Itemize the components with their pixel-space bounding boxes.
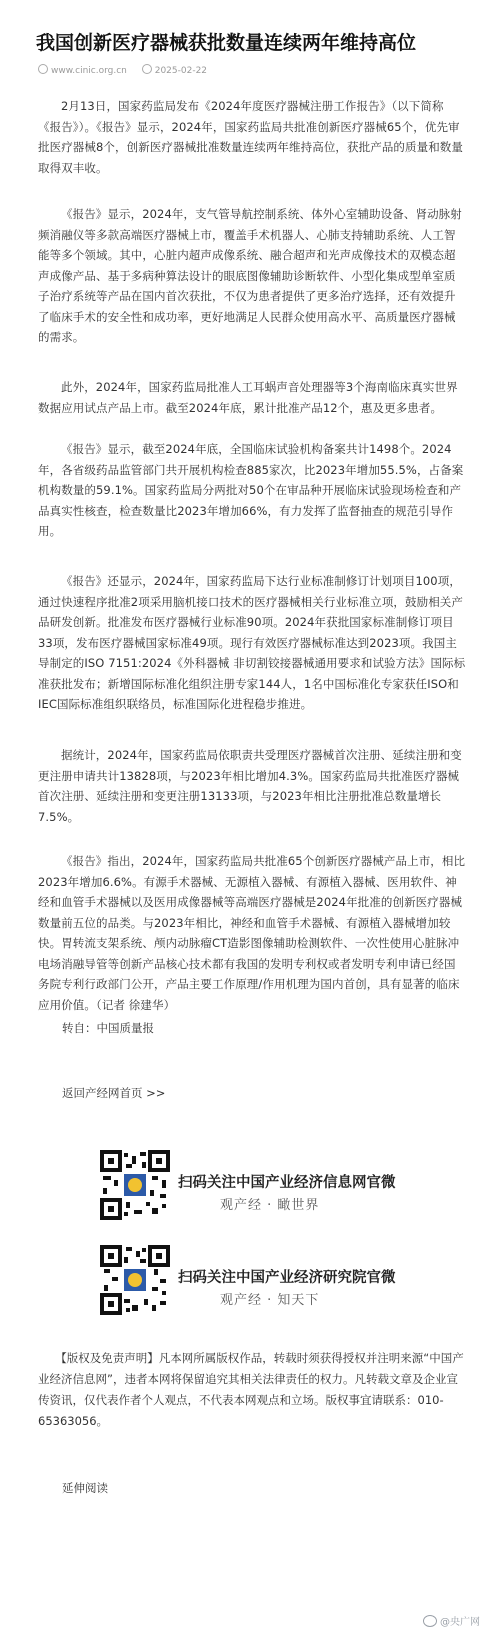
clock-icon [142,64,152,74]
globe-icon [38,64,48,74]
paragraph: 此外，2024年，国家药监局批准人工耳蜗声音处理器等3个海南临床真实世界数据应用试点产品上市。截至2024年底，累计批准产品12个，惠及更多患者。 [38,380,458,415]
article-title: 我国创新医疗器械获批数量连续两年维持高位 [36,32,417,54]
paragraph: 《报告》显示，2024年，支气管导航控制系统、体外心室辅助设备、肾动脉射频消融仪等多款高端医疗器械上市，覆盖手术机器人、心肺支持辅助系统、人工智能等多个领域。其中，心脏内超声成像系统、融合超声和光声成像技术的双模态超声成像产品、基于多病种算法设计的眼底图像辅助诊断软件、小型化集成型单室质子治疗系统等产品在国内首次获批，不仅为患者提供了更多治疗选择，还有效提升了临床手术的安全性和成功率，更好地满足人民群众使用高水平、高质量医疗器械的需求。 [38,207,462,344]
qr-promo-subtitle: 观产经 · 知天下 [220,1293,320,1308]
article-meta [38,64,219,76]
qr-promo-title: 扫码关注中国产业经济研究院官微 [178,1270,396,1286]
paragraph: 2月13日，国家药监局发布《2024年度医疗器械注册工作报告》（以下简称《报告》）。《报告》显示，2024年，国家药监局共批准创新医疗器械65个，优先审批医疗器械8个，创新医疗器械批准数量连续两年维持高位，获批产品的质量和数量取得双丰收。 [38,99,464,175]
qr-promo-2 [100,1245,430,1335]
paragraph: 《报告》指出，2024年，国家药监局共批准65个创新医疗器械产品上市，相比2023年增加6.6%。有源手术器械、无源植入器械、有源植入器械、医用软件、神经和血管手术器械以及医用成像器械等高端医疗器械是2024年批准的创新医疗器械数量前五位的品类。与2023年相比，神经和血管手术器械、有源植入器械增加较快。胃转流支架系统、颅内动脉瘤CT造影图像辅助检测软件、一次性使用心脏脉冲电场消融导管等创新产品核心技术都有我国的发明专利权或者发明专利申请已经国务院专利行政部门公开，产品主要工作原理/作用机理为国内首创，具有显著的临床应用价值。（记者 徐建华） [38,854,466,1012]
qr-code-icon [100,1245,170,1315]
weibo-icon [423,1615,437,1627]
paragraph: 《报告》还显示，2024年，国家药监局下达行业标准制修订计划项目100项，通过快速程序批准2项采用脑机接口技术的医疗器械相关行业标准立项，鼓励相关产品研发创新。批准发布医疗器械行业标准90项。2024年获批国家标准制修订项目33项，发布医疗器械国家标准49项。现行有效医疗器械标准达到2023项。我国主导制定的ISO 7151:2024《外科器械 非切割铰接器械通用要求和试验方法》国际标准获批发布；新增国际标准化组织注册专家144人，1名中国标准化专家获任ISO和IEC国际标准组织联络员，标准国际化进程稳步推进。 [38,574,466,711]
qr-promo-subtitle: 观产经 · 瞰世界 [220,1198,320,1213]
watermark-text: @央广网 [440,1617,480,1628]
extended-reading-heading: 延伸阅读 [62,1481,108,1495]
paragraph: 《报告》显示，截至2024年底，全国临床试验机构备案共计1498个。2024年，各省级药品监管部门共开展机构检查885家次，比2023年增加55.5%，占备案机构数量的59.1%。国家药监局分两批对50个在审品种开展临床试验现场检查和产品真实性核查，检查数量比2023年增加66%，有力发挥了监督抽查的规范引导作用。 [38,442,464,538]
publish-date: 2025-02-22 [142,66,207,76]
back-home-link[interactable]: 返回产经网首页 >> [62,1086,166,1100]
source-link[interactable]: www.cinic.org.cn [38,66,127,76]
paragraph: 据统计，2024年，国家药监局依职责共受理医疗器械首次注册、延续注册和变更注册申请共计13828项，与2023年相比增加4.3%。国家药监局共批准医疗器械首次注册、延续注册和变更注册13133项，与2023年相比注册批准总数量增长7.5%。 [38,748,462,824]
reprint-source: 转自：中国质量报 [62,1021,154,1035]
qr-code-icon [100,1150,170,1220]
watermark [423,1613,480,1628]
copyright-disclaimer: 【版权及免责声明】凡本网所属版权作品，转载时须获得授权并注明来源“中国产业经济信息网”，违者本网将保留追究其相关法律责任的权力。凡转载文章及企业宣传资讯，仅代表作者个人观点，不代表本网观点和立场。版权事宜请联系：010-65363056。 [38,1351,464,1428]
qr-promo-1 [100,1150,430,1240]
qr-promo-title: 扫码关注中国产业经济信息网官微 [178,1175,396,1191]
